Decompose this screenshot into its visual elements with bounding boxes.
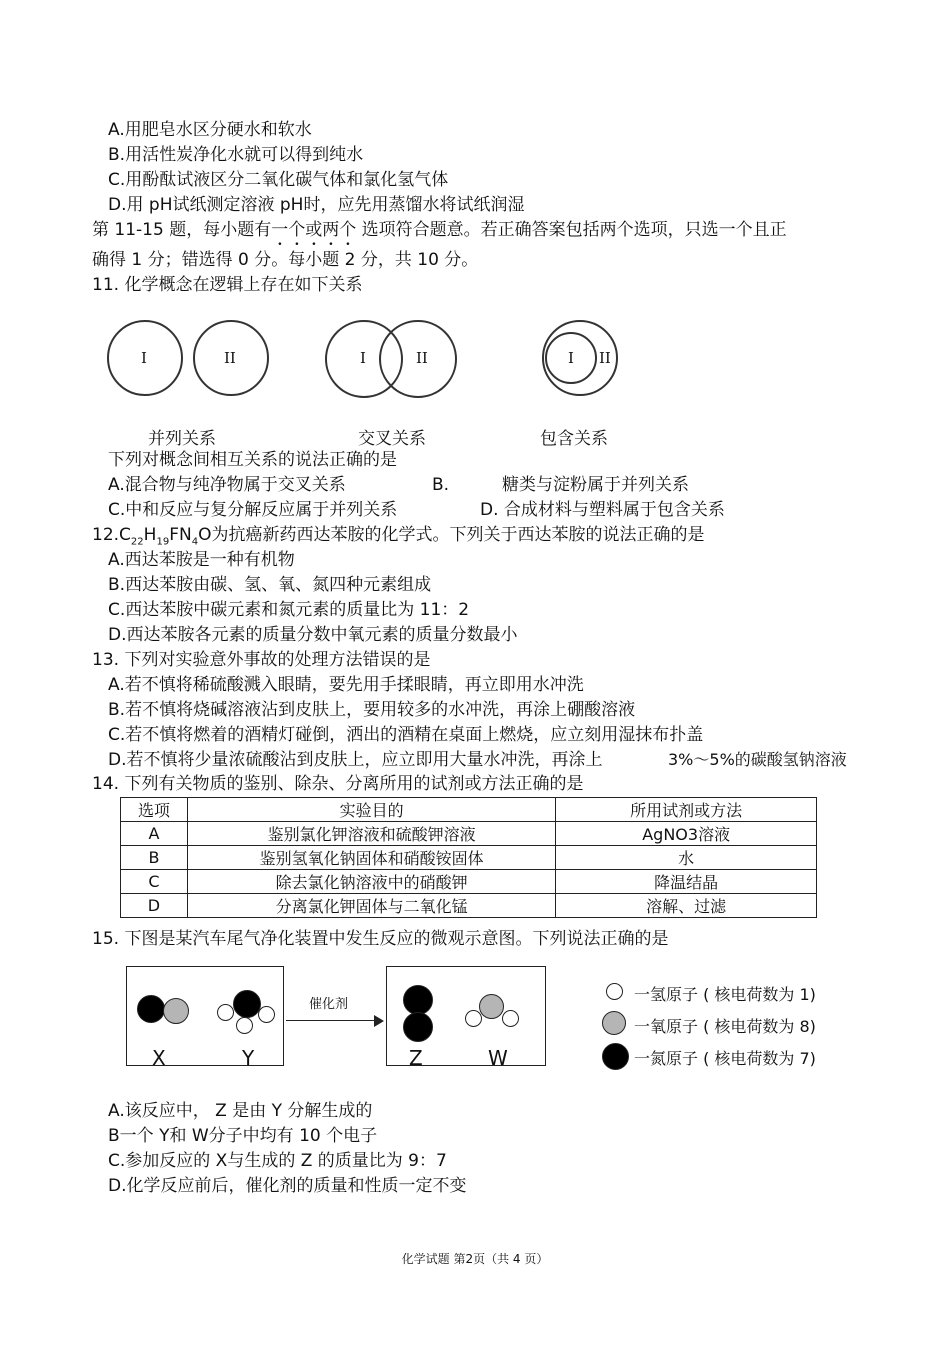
oxygen-atom	[479, 994, 504, 1019]
q12-option-d: D.西达苯胺各元素的质量分数中氧元素的质量分数最小	[108, 625, 518, 645]
q12-number: 12.	[92, 525, 120, 545]
table-row	[121, 822, 817, 846]
formula-part: C	[119, 525, 131, 545]
q14-stem: 14. 下列有关物质的鉴别、除杂、分离所用的试剂或方法正确的是	[92, 774, 584, 794]
q15-option-d: D.化学反应前后，催化剂的质量和性质一定不变	[108, 1176, 467, 1196]
q15-option-c: C.参加反应的 X与生成的 Z 的质量比为 9：7	[108, 1151, 447, 1171]
table-cell: 除去氯化钠溶液中的硝酸钾	[187, 870, 555, 894]
table-header: 实验目的	[187, 798, 555, 822]
q11-option-b-letter: B.	[432, 475, 450, 495]
q10-option-c: C.用酚酞试液区分二氧化碳气体和氯化氢气体	[108, 170, 449, 190]
nitrogen-atom	[137, 995, 165, 1023]
options-table	[120, 797, 817, 918]
section-instruction-emphasis: 一个或两个	[271, 220, 357, 240]
roman-label-one: I	[141, 349, 147, 367]
q13-option-d: D.若不慎将少量浓硫酸沾到皮肤上，应立即用大量水冲洗，再涂上	[108, 750, 603, 770]
q11-question: 下列对概念间相互关系的说法正确的是	[108, 450, 397, 470]
hydrogen-atom	[258, 1006, 275, 1023]
q11-option-b: 糖类与淀粉属于并列关系	[502, 475, 689, 495]
table-cell: 溶解、过滤	[556, 894, 817, 918]
legend-nitrogen: 一氮原子 ( 核电荷数为 7)	[634, 1049, 816, 1068]
chemical-formula	[119, 525, 212, 548]
table-cell: C	[121, 870, 188, 894]
hydrogen-atom	[465, 1010, 482, 1027]
q15-option-a: A.该反应中， Z 是由 Y 分解生成的	[108, 1101, 373, 1121]
oxygen-legend-icon	[602, 1011, 626, 1035]
nitrogen-legend-icon	[602, 1043, 629, 1070]
arrow-head-icon	[374, 1015, 384, 1027]
q13-option-c: C.若不慎将燃着的酒精灯碰倒，洒出的酒精在桌面上燃烧，应立刻用湿抹布扑盖	[108, 725, 704, 745]
q13-option-a: A.若不慎将稀硫酸溅入眼睛，要先用手揉眼睛，再立即用水冲洗	[108, 675, 584, 695]
roman-label-one: I	[360, 349, 366, 367]
table-header: 所用试剂或方法	[556, 798, 817, 822]
formula-part: FN	[169, 525, 192, 545]
roman-label-two: II	[416, 349, 428, 367]
nitrogen-atom	[403, 1012, 433, 1042]
caption-intersect: 交叉关系	[358, 429, 426, 449]
hydrogen-atom	[217, 1004, 234, 1021]
q12-option-b: B.西达苯胺由碳、氢、氧、氮四种元素组成	[108, 575, 432, 595]
roman-label-two: II	[224, 349, 236, 367]
q15-option-b: B一个 Y和 W分子中均有 10 个电子	[108, 1126, 378, 1146]
table-cell: B	[121, 846, 188, 870]
table-row	[121, 894, 817, 918]
q13-option-b: B.若不慎将烧碱溶液沾到皮肤上，要用较多的水冲洗，再涂上硼酸溶液	[108, 700, 636, 720]
q12-stem-text: 为抗癌新药西达苯胺的化学式。下列关于西达苯胺的说法正确的是	[211, 525, 705, 545]
q11-stem: 11. 化学概念在逻辑上存在如下关系	[92, 275, 363, 295]
q15-stem: 15. 下图是某汽车尾气净化装置中发生反应的微观示意图。下列说法正确的是	[92, 929, 669, 949]
q13-stem: 13. 下列对实验意外事故的处理方法错误的是	[92, 650, 431, 670]
table-row	[121, 870, 817, 894]
oxygen-atom	[163, 998, 189, 1024]
molecule-label-z: Z	[409, 1046, 423, 1070]
hydrogen-atom	[502, 1010, 519, 1027]
formula-part: H	[143, 525, 157, 545]
q12-option-c: C.西达苯胺中碳元素和氮元素的质量比为 11：2	[108, 600, 470, 620]
table-cell: A	[121, 822, 188, 846]
hydrogen-legend-icon	[606, 983, 623, 1000]
table-header: 选项	[121, 798, 188, 822]
roman-label-two: II	[599, 349, 611, 367]
legend-hydrogen: 一氢原子 ( 核电荷数为 1)	[634, 985, 816, 1004]
section-instruction	[92, 219, 787, 250]
section-instruction-line2: 确得 1 分；错选得 0 分。每小题 2 分，共 10 分。	[92, 250, 479, 270]
formula-part: O	[198, 525, 212, 545]
caption-parallel: 并列关系	[148, 429, 216, 449]
q10-option-a: A.用肥皂水区分硬水和软水	[108, 120, 312, 140]
q10-option-b: B.用活性炭净化水就可以得到纯水	[108, 145, 364, 165]
nitrogen-atom	[403, 985, 433, 1015]
molecule-label-w: W	[488, 1046, 508, 1070]
nitrogen-atom	[233, 990, 261, 1018]
table-cell: D	[121, 894, 188, 918]
table-cell: AgNO3溶液	[556, 822, 817, 846]
caption-contain: 包含关系	[540, 429, 608, 449]
formula-subscript: 19	[156, 536, 170, 548]
q11-option-a: A.混合物与纯净物属于交叉关系	[108, 475, 346, 495]
table-cell: 水	[556, 846, 817, 870]
q11-option-d: D. 合成材料与塑料属于包含关系	[480, 500, 725, 520]
table-cell: 分离氯化钾固体与二氧化锰	[187, 894, 555, 918]
molecule-label-y: Y	[242, 1046, 255, 1070]
formula-subscript: 4	[191, 536, 199, 548]
formula-subscript: 22	[130, 536, 144, 548]
roman-label-one: I	[568, 349, 574, 367]
q10-option-d: D.用 pH试纸测定溶液 pH时，应先用蒸馏水将试纸润湿	[108, 195, 525, 215]
q11-option-c: C.中和反应与复分解反应属于并列关系	[108, 500, 398, 520]
molecule-label-x: X	[152, 1046, 166, 1070]
table-cell: 降温结晶	[556, 870, 817, 894]
table-cell: 鉴别氯化钾溶液和硫酸钾溶液	[187, 822, 555, 846]
section-instruction-post: 选项符合题意。若正确答案包括两个选项，只选一个且正	[356, 220, 787, 240]
table-row	[121, 846, 817, 870]
legend-oxygen: 一氧原子 ( 核电荷数为 8)	[634, 1017, 816, 1036]
q13-option-d-tail: 3%～5%的碳酸氢钠溶液	[668, 750, 847, 769]
table-header-row	[121, 798, 817, 822]
catalyst-label: 催化剂	[309, 997, 349, 1012]
section-instruction-pre: 第 11-15 题，每小题有	[92, 220, 272, 240]
page-footer: 化学试题 第2页（共 4 页）	[401, 1252, 549, 1266]
table-cell: 鉴别氢氧化钠固体和硝酸铵固体	[187, 846, 555, 870]
reaction-arrow-line	[286, 1020, 374, 1021]
hydrogen-atom	[236, 1017, 253, 1034]
q12-option-a: A.西达苯胺是一种有机物	[108, 550, 295, 570]
